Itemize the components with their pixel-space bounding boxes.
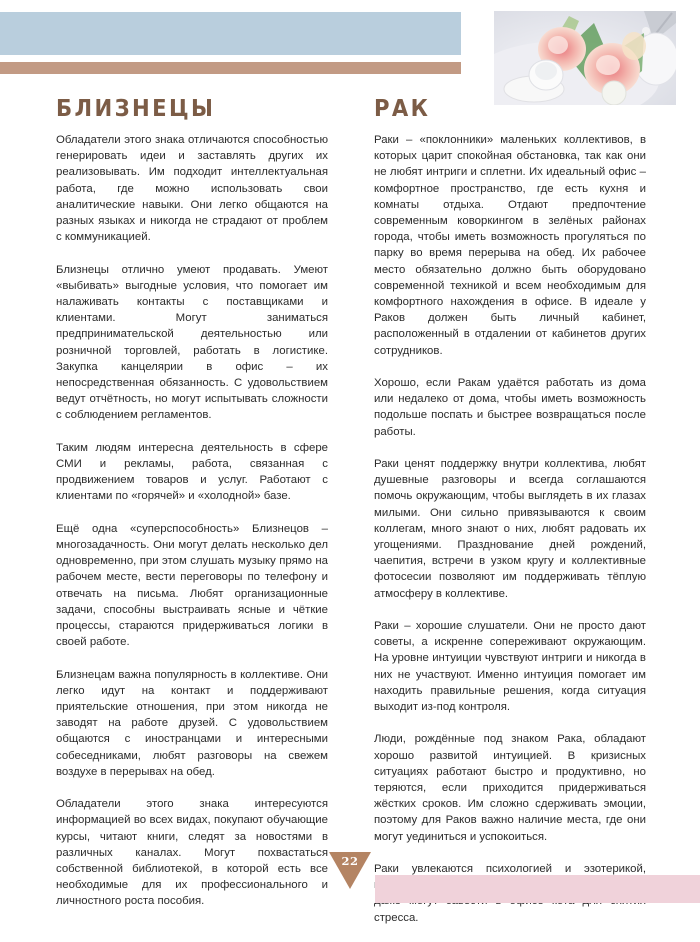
cancer-paragraph: Люди, рождённые под знаком Рака, обладают хорошо развитой интуицией. В кризисных ситуациях работают быстро и продуктивно, но теряются, если приходится придерживаться жёстких сроков. Им сложно сдерживать эмоции, поэтому для Раков важно наличие места, где они могут уединиться и успокоиться.	[374, 733, 646, 843]
cancer-column	[374, 132, 646, 942]
cancer-paragraph: Раки увлекаются психологией и эзотерикой, стресса.	[374, 863, 646, 924]
cancer-heading: РАК	[374, 96, 431, 122]
cancer-paragraph: Хорошо, если Ракам удаётся работать из дома или недалеко от дома, чтобы иметь возможность подольше поспать и быстрее возвращаться после работы.	[374, 377, 646, 438]
cancer-paragraph: Раки – «поклонники» маленьких коллективов, в которых царит спокойная обстановка, так как они не любят интриги и сплетни. Их идеальный офис – комфортное пространство, где есть кухня и комнаты отдыха. Отдают предпочтение современным коворкингом в зелёных районах города, чтобы иметь возможность прогуляться по парку во время перерыва на обед. Их рабочее место обязательно должно быть оборудовано современной техникой и всем необходимым для комфортного нахождения в офисе. В идеале у Раков должен быть личный кабинет, расположенный в отдалении от кабинетов других сотрудников.	[374, 134, 646, 357]
gemini-paragraph: Обладатели этого знака отличаются способностью генерировать идеи и заставлять других их реализовывать. Им подходит интеллектуальная работа, где можно использовать свои аналитические навыки. Они легко общаются на разных языках и никогда не страдают от проблем с коммуникацией.	[56, 134, 328, 244]
gemini-paragraph: Таким людям интересна деятельность в сфере СМИ и рекламы, работа, связанная с продвижением товаров и услуг. Работают с клиентами по «горячей» и «холодной» базе.	[56, 441, 328, 503]
header-tan-bar	[0, 62, 461, 74]
page-number: 22	[341, 854, 359, 868]
gemini-paragraph: Близнецы отлично умеют продавать. Умеют «выбивать» выгодные условия, что помогает им налаживать контакты с поставщиками и клиентами. Могут заниматься предпринимательской деятельностью или розничной торговлей, работать в логистике. Закупка канцелярии в офис – их непосредственная обязанность. С удовольствием ведут отчётность, но могут испытывать сложности с соблюдением регламентов.	[56, 263, 328, 422]
footer-pink-bar	[375, 875, 700, 903]
gemini-column	[56, 132, 328, 926]
cancer-paragraph: Раки ценят поддержку внутри коллектива, любят душевные разговоры и всегда соглашаются помочь окружающим, чтобы выглядеть в их глазах милыми. Они сильно привязываются к своим коллегам, много знают о них, любят радовать их угощениями. Празднование дней рождений, чаепития, встречи в узком кругу и коллективные фотосесии позволяют им поддерживать тёплую атмосферу в коллективе.	[374, 458, 646, 600]
cancer-paragraph: Раки – хорошие слушатели. Они не просто дают советы, а искренне сопереживают окружающим. На уровне интуиции чувствуют интриги и никогда в них не участвуют. Именно интуиция помогает им находить правильные решения, когда ситуация выходит из-под контроля.	[374, 620, 646, 714]
page-number-marker	[329, 852, 371, 889]
gemini-paragraph: Близнецам важна популярность в коллективе. Они легко идут на контакт и поддерживают приятельские отношения, при этом никогда не заводят на работе друзей. С удовольствием общаются с иностранцами и интересными собеседниками, любят разговоры на свежем воздухе в перерывах на обед.	[56, 668, 328, 778]
header-blue-bar	[0, 12, 461, 55]
gemini-paragraph: Ещё одна «суперспособность» Близнецов – многозадачность. Они могут делать несколько дел одновременно, при этом слушать музыку прямо на рабочем месте, вести переговоры по телефону и отвечать на письма. Любят организационные задачи, способны выстраивать ясные и чёткие процессы, стараются придерживаться логики в своей работе.	[56, 522, 328, 649]
gemini-paragraph: Обладатели этого знака интересуются информацией во всех видах, покупают обучающие курсы, читают книги, следят за новостями в различных каналах. Могут похвастаться собственной библиотекой, в которой есть все необходимые для их профессионального и личностного роста пособия.	[56, 798, 328, 908]
gemini-heading: БЛИЗНЕЦЫ	[56, 96, 216, 122]
peonies-teacups-photo	[494, 11, 676, 105]
